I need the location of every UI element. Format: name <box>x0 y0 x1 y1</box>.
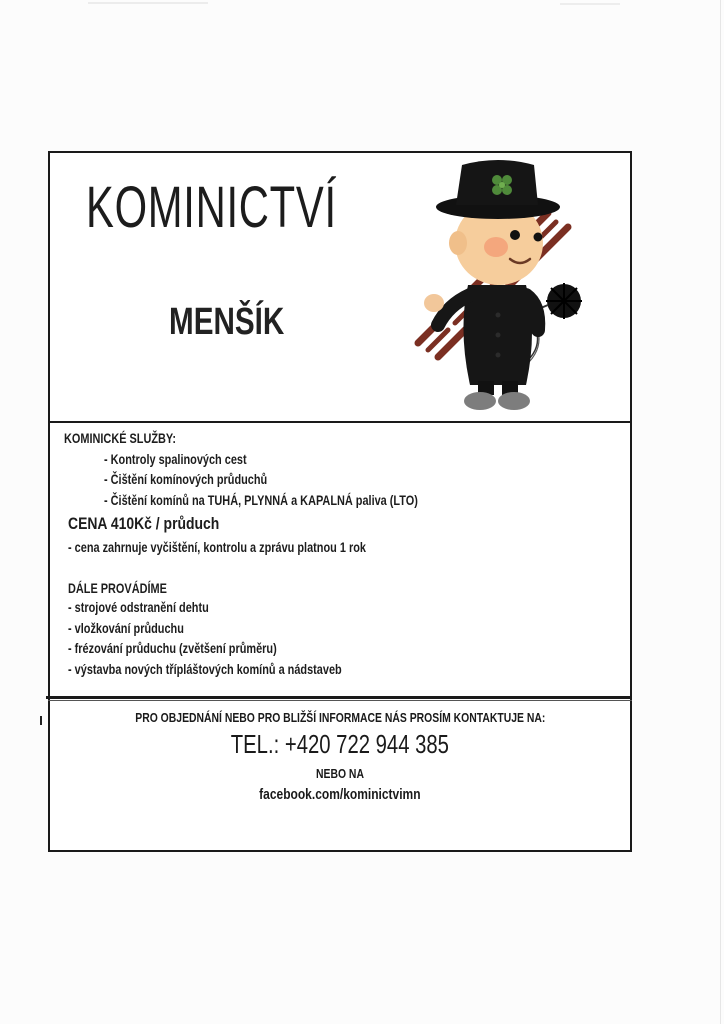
extra-item: - strojové odstranění dehtu <box>68 599 209 615</box>
flyer <box>48 151 632 852</box>
contact-heading: PRO OBJEDNÁNÍ NEBO PRO BLIŽŠÍ INFORMACE NÁS PROSÍM KONTAKTUJE NA: <box>134 710 546 725</box>
phone-number: TEL.: +420 722 944 385 <box>230 729 450 759</box>
extra-heading: DÁLE PROVÁDÍME <box>68 580 167 596</box>
services-heading: KOMINICKÉ SLUŽBY: <box>64 430 177 446</box>
section-divider <box>48 421 632 423</box>
service-item: - Čištění komínových průduchů <box>104 471 268 487</box>
section-divider <box>48 700 632 701</box>
scan-mark <box>40 716 42 725</box>
price-line: CENA 410Kč / průduch <box>68 514 220 533</box>
company-title: KOMINICTVÍ <box>86 175 337 240</box>
scan-mark <box>560 3 620 5</box>
service-item: - Čištění komínů na TUHÁ, PLYNNÁ a KAPALNÁ paliva (LTO) <box>104 492 418 508</box>
chimney-sweep-illustration <box>398 155 608 417</box>
section-divider <box>46 696 632 699</box>
service-item: - Kontroly spalinových cest <box>104 451 247 467</box>
extra-item: - frézování průduchu (zvětšení průměru) <box>68 640 277 656</box>
page-edge <box>720 0 721 1024</box>
extra-item: - výstavba nových třípláštových komínů a nádstaveb <box>68 661 342 677</box>
company-subtitle: MENŠÍK <box>169 301 285 343</box>
scan-mark <box>88 2 208 4</box>
price-note: - cena zahrnuje vyčištění, kontrolu a zprávu platnou 1 rok <box>68 539 366 555</box>
contact-or: NEBO NA <box>316 766 364 781</box>
facebook-link: facebook.com/kominictvimn <box>259 786 421 803</box>
extra-item: - vložkování průduchu <box>68 620 184 636</box>
